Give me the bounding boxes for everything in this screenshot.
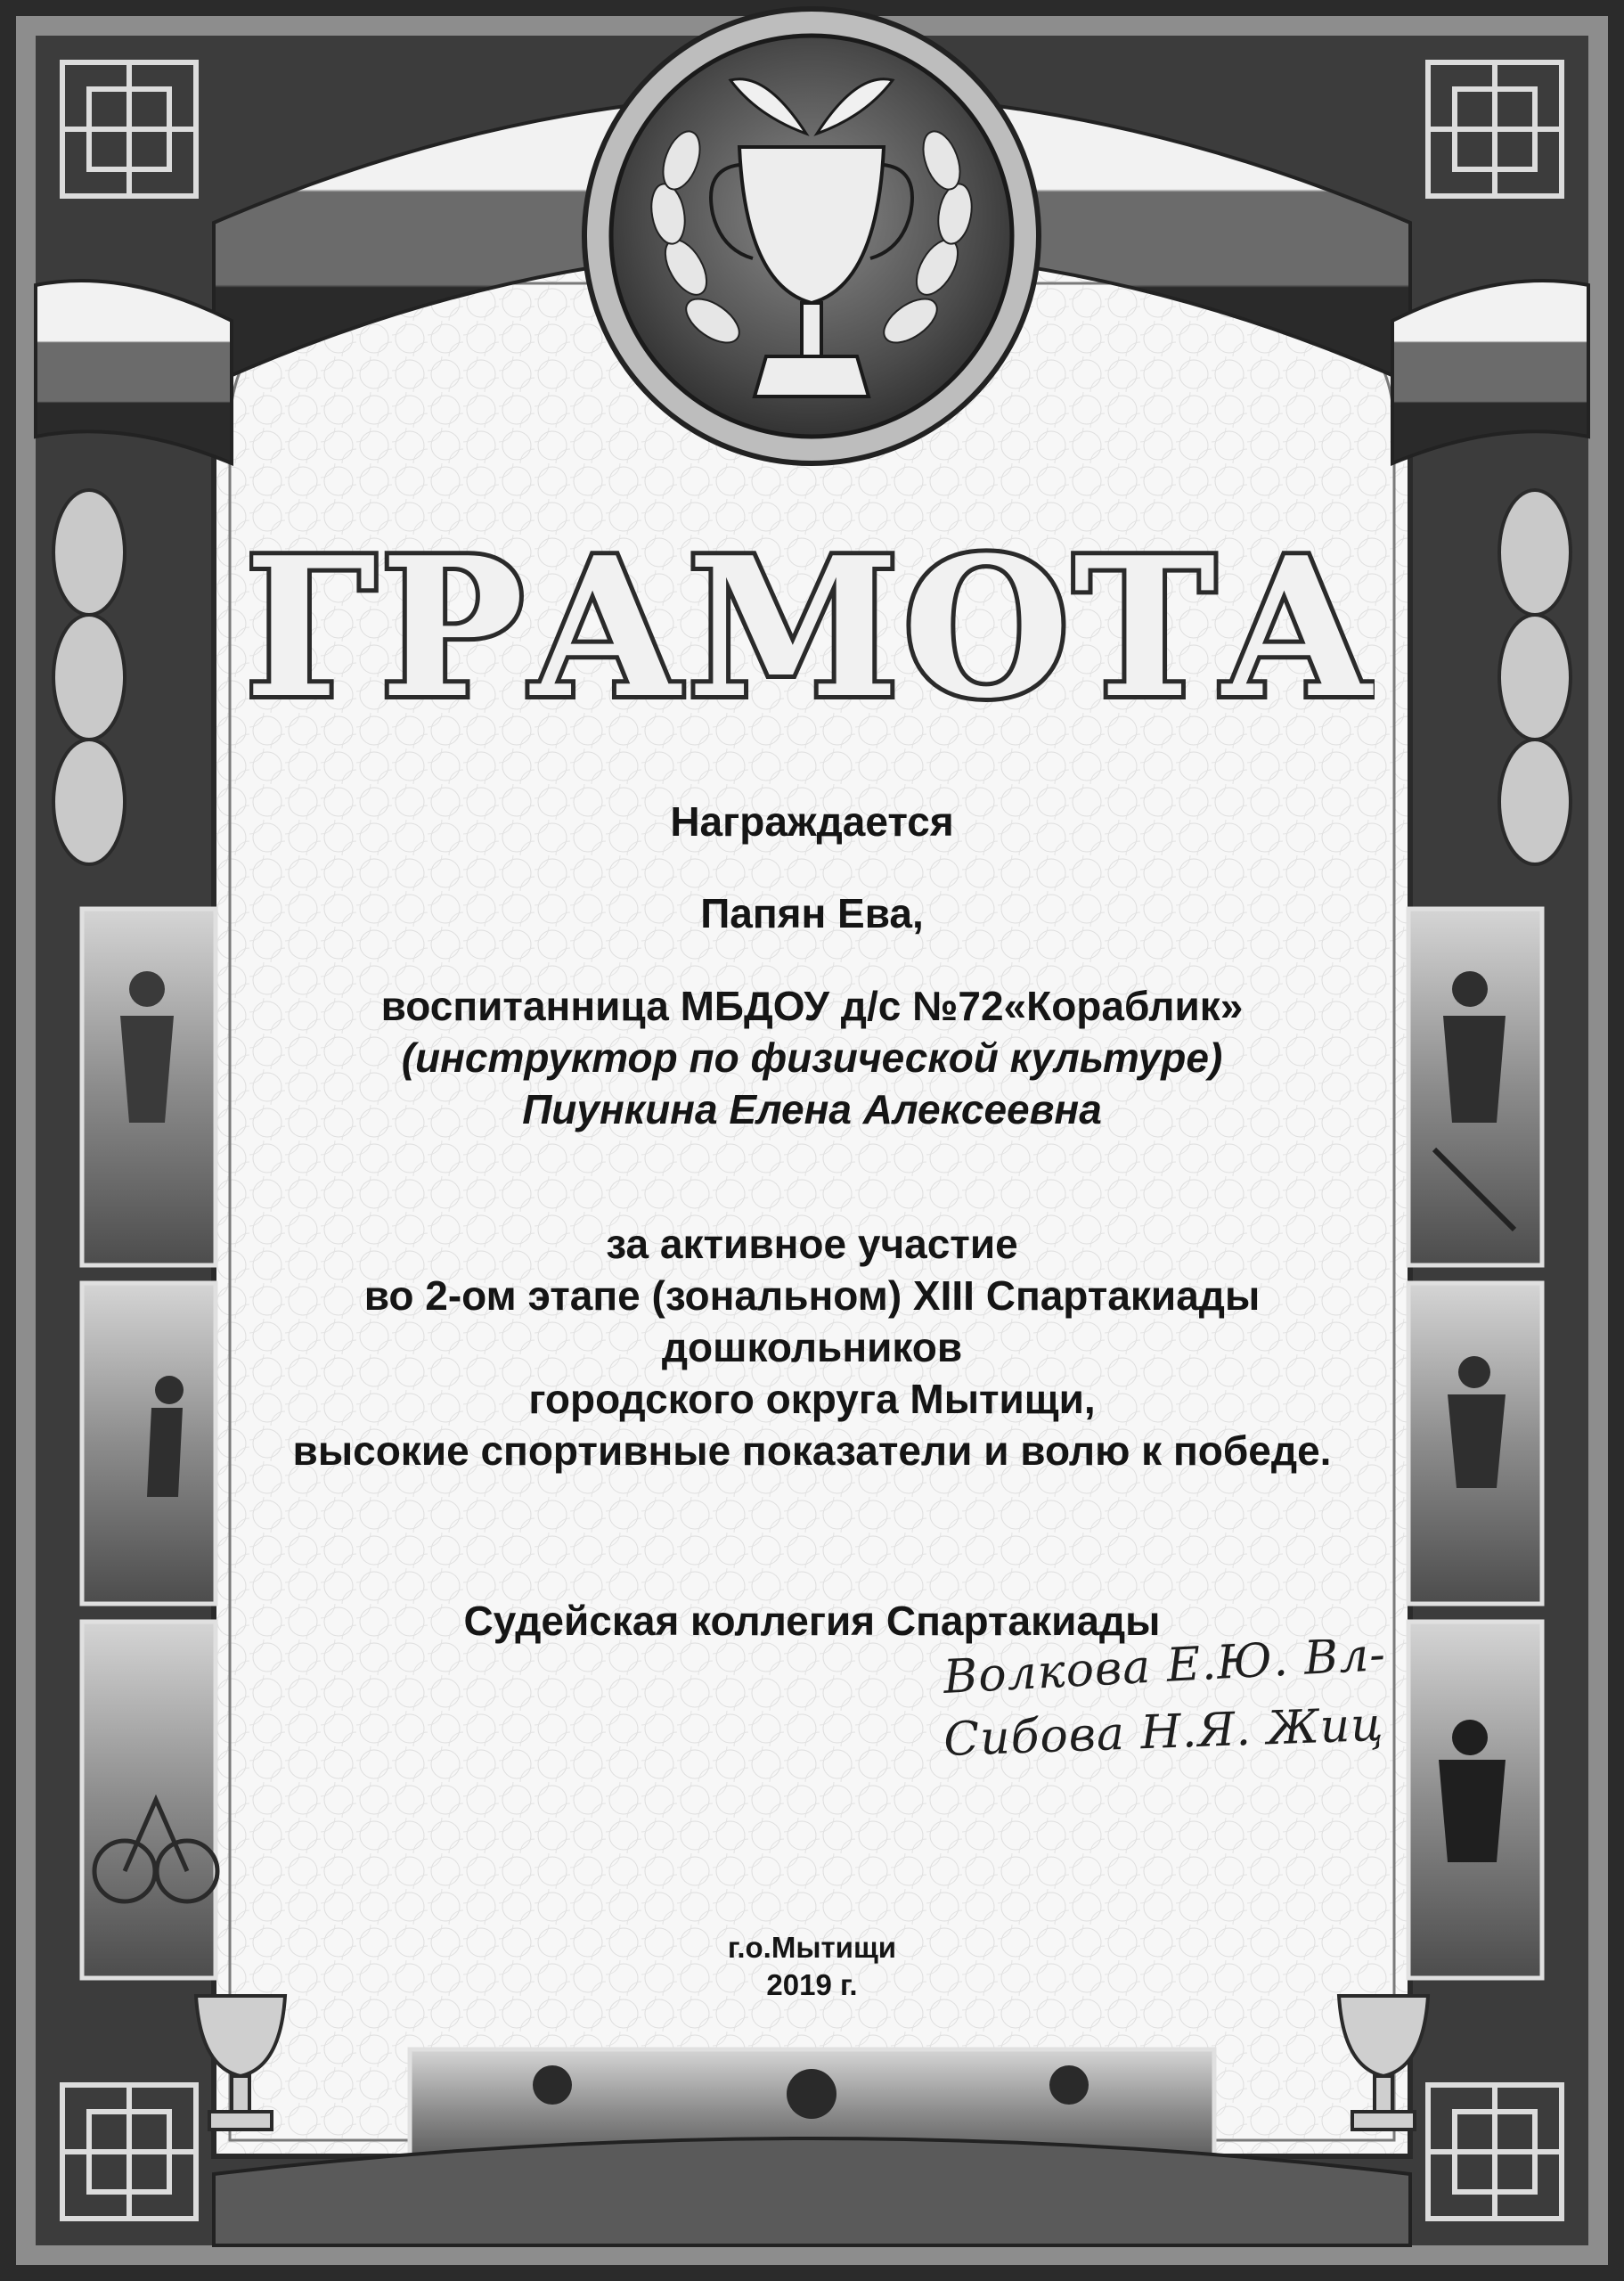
- left-photo-panels: [82, 909, 217, 1978]
- reason-line: дошкольников: [661, 1324, 963, 1370]
- signature-2: Сибова Н.Я. Жиц: [943, 1697, 1385, 1767]
- judging-commission: [223, 1597, 1401, 1645]
- recipient-text: Папян Ева,: [700, 890, 924, 936]
- city-text: г.о.Мытищи: [727, 1931, 897, 1964]
- right-braid-column: [1499, 490, 1571, 864]
- year-text: 2019 г.: [766, 1968, 858, 2001]
- awarded-label: [223, 797, 1401, 846]
- signature-1: Волкова Е.Ю. Вл-: [942, 1639, 1388, 1705]
- left-braid-column: [53, 490, 125, 864]
- instructor-role: (инструктор по физической культуре): [401, 1034, 1223, 1081]
- trophy-medallion: [584, 9, 1039, 463]
- pupil-block: [223, 980, 1401, 1135]
- right-photo-panels: [1408, 909, 1542, 1978]
- commission-text: Судейская коллегия Спартакиады: [463, 1598, 1161, 1644]
- footer-place-date: [223, 1929, 1401, 2004]
- handwritten-signatures: [935, 1639, 1399, 1773]
- recipient-name: [223, 889, 1401, 937]
- reason-line: за активное участие: [606, 1221, 1018, 1267]
- certificate-title: [249, 521, 1375, 726]
- instructor-name: Пиункина Елена Алексеевна: [522, 1086, 1102, 1132]
- reason-line: городского округа Мытищи,: [528, 1376, 1096, 1422]
- reason-line: во 2-ом этапе (зональном) XIII Спартакиады: [363, 1272, 1261, 1319]
- award-reason: [223, 1218, 1401, 1476]
- pupil-line: воспитанница МБДОУ д/с №72«Кораблик»: [380, 983, 1244, 1029]
- certificate-title-text: ГРАМОТА: [249, 521, 1375, 726]
- reason-line: высокие спортивные показатели и волю к победе.: [292, 1427, 1332, 1474]
- awarded-text: Награждается: [670, 798, 954, 845]
